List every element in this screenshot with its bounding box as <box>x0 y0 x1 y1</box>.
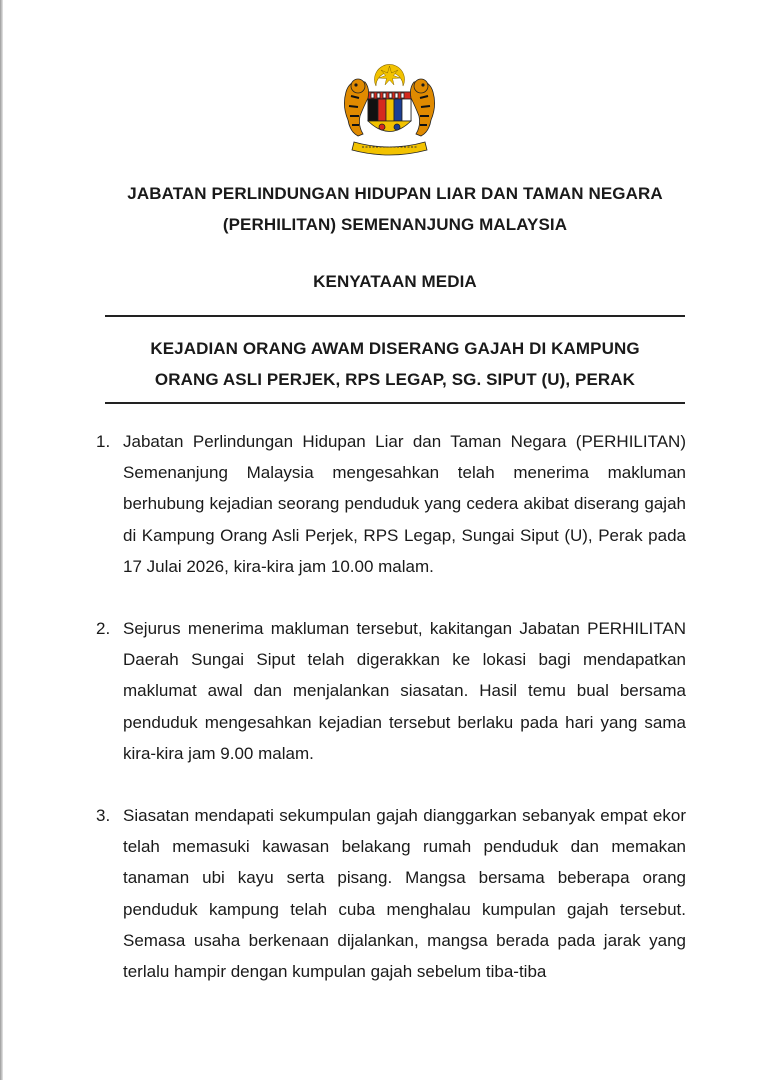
scan-edge-shadow <box>0 0 3 1080</box>
subject-heading <box>105 333 685 395</box>
paragraph-number: 1. <box>96 432 111 451</box>
department-name <box>105 178 685 240</box>
paragraph-text: Jabatan Perlindungan Hidupan Liar dan Taman Negara (PERHILITAN) Semenanjung Malaysia mengesahkan telah menerima makluman berhubung kejadian seorang penduduk yang cedera akibat diserang gajah di Kampung Orang Asli Perjek, RPS Legap, Sungai Siput (U), Perak pada 17 Julai 2026, kira-kira jam 10.00 malam. <box>123 432 686 576</box>
paragraph-3 <box>96 800 686 987</box>
paragraph-1 <box>96 426 686 582</box>
subject-bottom-divider <box>105 402 685 404</box>
subject-line-1: KEJADIAN ORANG AWAM DISERANG GAJAH DI KAMPUNG <box>150 339 640 358</box>
department-name-line-2: (PERHILITAN) SEMENANJUNG MALAYSIA <box>222 215 568 234</box>
paragraph-2 <box>96 613 686 769</box>
malaysia-coat-of-arms-icon <box>332 62 447 158</box>
document-type-title: KENYATAAN MEDIA <box>313 272 477 291</box>
department-name-line-1: JABATAN PERLINDUNGAN HIDUPAN LIAR DAN TAMAN NEGARA <box>127 184 663 203</box>
paragraph-text: Siasatan mendapati sekumpulan gajah dianggarkan sebanyak empat ekor telah memasuki kawasan belakang rumah penduduk dan memakan tanaman ubi kayu serta pisang. Mangsa bersama beberapa orang penduduk kampung telah cuba menghalau kumpulan gajah tersebut. Semasa usaha berkenaan dijalankan, mangsa berada pada jarak yang terlalu hampir dengan kumpulan gajah sebelum tiba-tiba <box>123 806 686 982</box>
paragraph-text: Sejurus menerima makluman tersebut, kakitangan Jabatan PERHILITAN Daerah Sungai Siput telah digerakkan ke lokasi bagi mendapatkan maklumat awal dan menjalankan siasatan. Hasil temu bual bersama penduduk mengesahkan kejadian tersebut berlaku pada hari yang sama kira-kira jam 9.00 malam. <box>123 619 686 763</box>
paragraph-number: 2. <box>96 619 111 638</box>
subject-line-2: ORANG ASLI PERJEK, RPS LEGAP, SG. SIPUT (U), PERAK <box>154 370 636 389</box>
subject-top-divider <box>105 315 685 317</box>
paragraph-number: 3. <box>96 806 111 825</box>
